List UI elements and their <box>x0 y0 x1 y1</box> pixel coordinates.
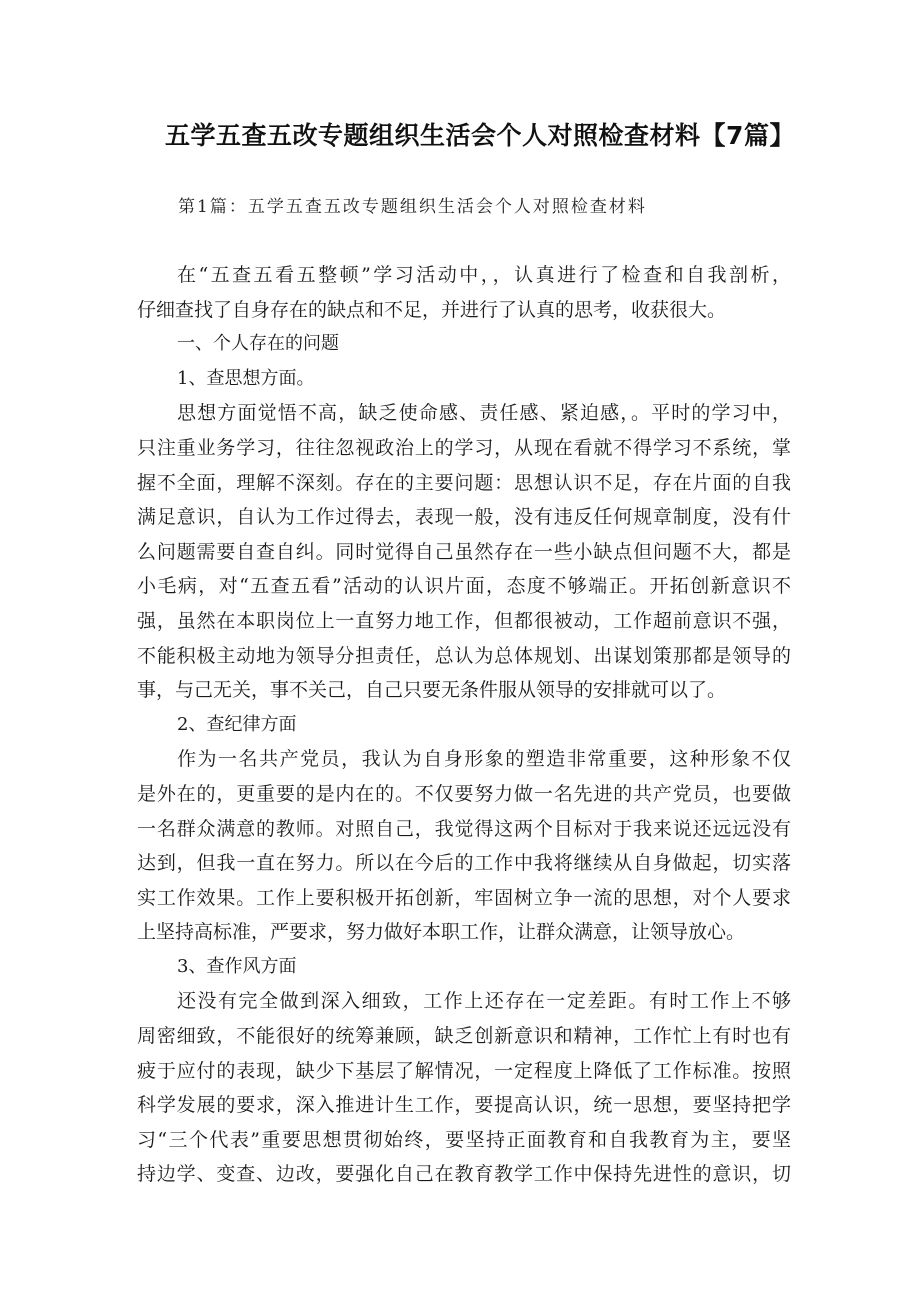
paragraph-line: 作为一名共产党员，我认为自身形象的塑造非常重要，这种形象不仅 <box>177 748 791 771</box>
paragraph-line: 强，虽然在本职岗位上一直努力地工作，但都很被动，工作超前意识不强， <box>137 609 791 632</box>
paragraph-line: 是外在的，更重要的是内在的。不仅要努力做一名先进的共产党员，也要做 <box>137 782 791 805</box>
section-heading: 一、个人存在的问题 <box>177 333 339 355</box>
paragraph-line: 一名群众满意的教师。对照自己，我觉得这两个目标对于我来说还远远没有 <box>137 817 791 840</box>
sub3-heading: 3、查作风方面 <box>177 955 297 977</box>
sub2-heading: 2、查纪律方面 <box>177 713 297 735</box>
document-title: 五学五查五改专题组织生活会个人对照检查材料【7篇】 <box>165 121 795 150</box>
paragraph-line: 只注重业务学习，往往忽视政治上的学习，从现在看就不得学习不系统，掌 <box>137 436 791 459</box>
paragraph-line: 实工作效果。工作上要积极开拓创新，牢固树立争一流的思想，对个人要求 <box>137 886 791 909</box>
paragraph-line: 握不全面，理解不深刻。存在的主要问题：思想认识不足，存在片面的自我 <box>137 471 791 494</box>
intro-line-1: 在“五查五看五整顿”学习活动中，，认真进行了检查和自我剖析， <box>177 264 791 286</box>
paragraph-line: 习“三个代表”重要思想贯彻始终，要坚持正面教育和自我教育为主，要坚 <box>137 1128 791 1151</box>
paragraph-line: 科学发展的要求，深入推进计生工作，要提高认识，统一思想，要坚持把学 <box>137 1094 791 1117</box>
sub1-heading: 1、查思想方面。 <box>177 367 315 389</box>
paragraph-line: 不能积极主动地为领导分担责任，总认为总体规划、出谋划策那都是领导的 <box>137 644 791 667</box>
document-subtitle: 第1篇：五学五查五改专题组织生活会个人对照检查材料 <box>178 197 647 217</box>
paragraph-line: 持边学、变查、边改，要强化自己在教育教学工作中保持先进性的意识，切 <box>137 1163 791 1186</box>
document-body <box>137 258 791 1192</box>
paragraph-line: 满足意识，自认为工作过得去，表现一般，没有违反任何规章制度，没有什 <box>137 506 791 529</box>
paragraph-line: 么问题需要自查自纠。同时觉得自己虽然存在一些小缺点但问题不大，都是 <box>137 540 791 563</box>
paragraph-line: 达到，但我一直在努力。所以在今后的工作中我将继续从自身做起，切实落 <box>137 852 791 875</box>
paragraph-line: 周密细致，不能很好的统筹兼顾，缺乏创新意识和精神，工作忙上有时也有 <box>137 1025 791 1048</box>
paragraph-line: 小毛病，对“五查五看”活动的认识片面，态度不够端正。开拓创新意识不 <box>137 575 791 598</box>
paragraph-line: 疲于应付的表现，缺少下基层了解情况，一定程度上降低了工作标准。按照 <box>137 1059 791 1082</box>
paragraph-line: 上坚持高标准，严要求，努力做好本职工作，让群众满意，让领导放心。 <box>137 921 746 944</box>
paragraph-line: 事，与己无关，事不关己，自己只要无条件服从领导的安排就可以了。 <box>137 679 727 702</box>
paragraph-line: 还没有完全做到深入细致，工作上还存在一定差距。有时工作上不够 <box>177 990 791 1013</box>
intro-line-2: 仔细查找了自身存在的缺点和不足，并进行了认真的思考，收获很大。 <box>137 298 727 321</box>
paragraph-line: 思想方面觉悟不高，缺乏使命感、责任感、紧迫感，。平时的学习中， <box>177 402 791 425</box>
